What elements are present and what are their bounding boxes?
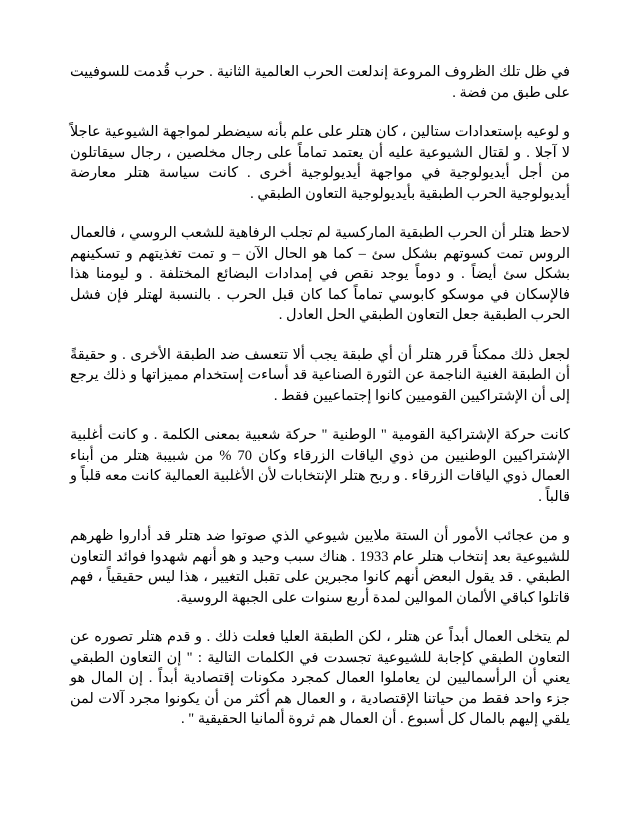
paragraph-4: لجعل ذلك ممكناً قرر هتلر أن أي طبقة يجب ألا تتعسف ضد الطبقة الأخرى . و حقيقةً أن الطبقة الغنية الناجمة عن الثورة الصناعية قد أساءت إستخدام مميزاتها و ذلك يرجع إلى أن الإشتراكيين القوميين كانوا إجتماعيين فقط . <box>70 346 570 404</box>
document-body <box>70 62 570 749</box>
paragraph-5: كانت حركة الإشتراكية القومية " الوطنية " حركة شعبية بمعنى الكلمة . و كانت أغلبية الإشتراكيين الوطنيين من ذوي الياقات الزرقاء وكان 70 % من شبيبة هتلر من أبناء العمال ذوي الياقات الزرقاء . و ربح هتلر الإنتخابات لأن الأغلبية العمالية كانت معه قلباً و قالباً . <box>70 427 570 505</box>
paragraph-1: في ظل تلك الظروف المروعة إندلعت الحرب العالمية الثانية . حرب قُدمت للسوفييت على طبق من فضة . <box>70 64 570 101</box>
paragraph-2: و لوعيه بإستعدادات ستالين ، كان هتلر على علم بأنه سيضطر لمواجهة الشيوعية عاجلاً لا آجلا . و لقتال الشيوعية عليه أن يعتمد تماماً على رجال مخلصين ، رجال سيقاتلون من أجل أيديولوجية في مواجهة أيديولوجية أخرى . كانت سياسة هتلر معارضة أيديولوجية الحرب الطبقية بأيديولوجية التعاون الطبقي . <box>70 124 570 202</box>
paragraph-3: لاحظ هتلر أن الحرب الطبقية الماركسية لم تجلب الرفاهية للشعب الروسي ، فالعمال الروس تمت كسوتهم بشكل سئ – كما هو الحال الآن – و تمت تغذيتهم و تسكينهم بشكل سئ أيضاً . و دوماً يوجد نقص في إمدادات البضائع المختلفة . و ليومنا هذا فالإسكان في موسكو كابوسي تماماً كما كان قبل الحرب . بالنسبة لهتلر فإن فشل الحرب الطبقية جعل التعاون الطبقي الحل العادل . <box>70 225 570 323</box>
paragraph-6: و من عجائب الأمور أن الستة ملايين شيوعي الذي صوتوا ضد هتلر قد أداروا ظهرهم للشيوعية بعد إنتخاب هتلر عام 1933 . هناك سبب وحيد و هو أنهم شهدوا فوائد التعاون الطبقي . قد يقول البعض أنهم كانوا مجبرين على تقبل التغيير ، هذا ليس حقيقياً ، فهم قاتلوا كباقي الألمان الموالين لمدة أربع سنوات على الجبهة الروسية. <box>70 528 570 606</box>
paragraph-7: لم يتخلى العمال أبداً عن هتلر ، لكن الطبقة العليا فعلت ذلك . و قدم هتلر تصوره عن التعاون الطبقي كإجابة للشيوعية تجسدت في الكلمات التالية : " إن التعاون الطبقي يعني أن الرأسماليين لن يعاملوا العمال كمجرد مكونات إقتصادية أبداً . إن المال هو جزء واحد فقط من حياتنا الإقتصادية ، و العمال هم أكثر من أن يكونوا مجرد آلات لمن يلقي إليهم بالمال كل أسبوع . أن العمال هم ثروة ألمانيا الحقيقية " . <box>70 629 570 727</box>
